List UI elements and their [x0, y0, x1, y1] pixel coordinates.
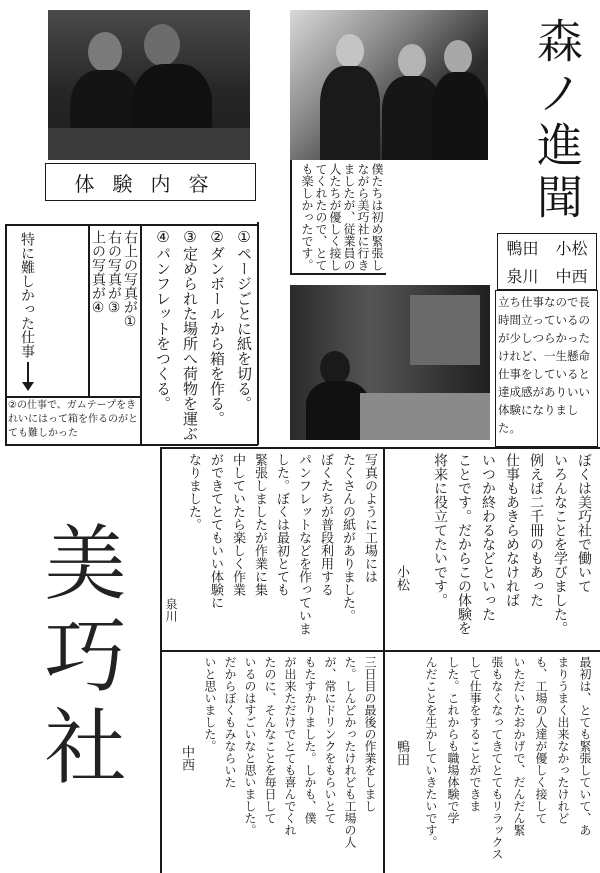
hardest-work-note	[8, 399, 138, 443]
article-column: だからぼくもみならいた	[223, 656, 237, 788]
article-column: たくさんの紙がありました。	[340, 453, 355, 622]
article-column: いろんなことを学びました。	[552, 453, 568, 635]
author-name: 鴨田	[506, 239, 539, 259]
hardest-work-label	[10, 232, 44, 360]
author-name: 小松	[555, 239, 588, 259]
person-silhouette	[336, 34, 364, 68]
divider-line	[160, 447, 600, 449]
article-column: たのに、そんなことを毎日して	[263, 656, 277, 824]
activity-item: ④パンフレットをつくる。	[154, 228, 172, 411]
article-column: した。ぼくは最初とても	[274, 453, 289, 596]
article-column: して仕事をすることができま	[468, 656, 482, 812]
article-column: 仕事もあきらめなければ	[504, 453, 520, 607]
article-column: も、工場の人達が優しく接して	[534, 656, 548, 824]
person-silhouette	[398, 44, 426, 78]
experience-heading-box	[45, 163, 256, 201]
author-signature: 中西	[179, 745, 194, 771]
article-izumikawa	[180, 453, 380, 647]
article-column: 中していたら楽しく作業	[230, 453, 245, 596]
divider-line	[290, 273, 386, 275]
article-column: ができてとてもいい体験に	[208, 453, 223, 609]
article-column: もたすかりました。しかも、僕	[303, 656, 317, 824]
article-column: 例えば二千冊のもあった	[528, 453, 544, 607]
article-column: パンフレットなどを作っていま	[296, 453, 311, 635]
photo-note: 右の写真が③	[106, 230, 122, 316]
article-column: いと思いました。	[203, 656, 217, 752]
work-table	[48, 128, 250, 160]
article-column: まりうまく出来なかったけれど	[556, 656, 570, 824]
divider-line	[383, 447, 385, 873]
article-column: 最初は、とても緊張していて、あ	[578, 656, 592, 836]
article-column: 張もなくなってきてとてもリラックス	[490, 656, 504, 860]
divider-line	[160, 650, 600, 652]
article-kamoda	[418, 656, 596, 868]
person-silhouette	[444, 40, 472, 74]
article-komatsu	[420, 453, 596, 647]
photo-factory-work-2	[290, 10, 488, 160]
newspaper-title-text: 森ノ進聞	[530, 17, 584, 225]
article-column: いつか終わるなどといった	[480, 453, 496, 621]
photo-notes	[90, 230, 138, 394]
author-signature: 小松	[394, 565, 409, 591]
activity-item: ②ダンボールから箱を作る。	[208, 228, 226, 426]
article-nakanishi	[198, 656, 380, 868]
company-name-text: 美巧社	[31, 520, 126, 796]
person-silhouette	[88, 32, 122, 72]
intro-text	[294, 163, 384, 271]
person-silhouette	[320, 66, 380, 160]
experience-heading: 体験内容	[74, 171, 227, 196]
photo-factory-work-1	[48, 10, 250, 160]
article-column: が、常にドリンクをもらいとて	[323, 656, 337, 824]
hardest-work-note-text: ②の仕事で、ガムテープをきれいにはって箱を作るのがとても難しかった	[8, 400, 138, 439]
article-column: んだことを生かしていきたいです。	[424, 656, 438, 848]
article-column: が出来ただけでとても喜んでくれ	[283, 656, 297, 836]
divider-line	[257, 222, 259, 445]
shelving	[410, 295, 480, 365]
article-column: ことです。だからこの体験を	[456, 453, 472, 635]
author-name: 中西	[555, 266, 588, 286]
activity-item: ①ページごとに紙を切る。	[235, 228, 253, 411]
article-column: 三日目の最後の作業をしまし	[363, 656, 377, 812]
work-table	[360, 393, 490, 440]
divider-line	[5, 444, 258, 446]
divider-line	[5, 396, 141, 398]
hardest-work-label-text: 特に難しかった仕事	[19, 232, 35, 358]
author-names-box	[497, 233, 597, 290]
person-silhouette	[320, 351, 350, 385]
divider-line	[160, 447, 162, 873]
intro-paragraph: 僕たちは初め緊張しながら美巧社に行きましたが、従業員の人たちが優しく接してくれたので、とても楽しかったです。	[300, 163, 384, 271]
divider-line	[290, 160, 292, 274]
article-author-signature	[392, 740, 410, 776]
author-name: 泉川	[506, 266, 539, 286]
photo-note: 右上の写真が①	[122, 230, 138, 330]
impression-box	[495, 290, 598, 447]
activity-list	[143, 228, 255, 442]
article-column: なりました。	[186, 453, 201, 531]
impression-text: 立ち仕事なので長時間立っているのが少しつらかったけれど、一生懸命仕事をしていると達成感がありいい体験になりました。	[498, 295, 590, 435]
article-author-signature	[163, 598, 179, 632]
person-silhouette	[432, 72, 488, 160]
article-column: 将来に役立てたいです。	[432, 453, 448, 607]
photo-factory-work-3	[290, 285, 490, 440]
person-silhouette	[144, 24, 180, 66]
article-column: た。しんどかったけれども工場の人	[343, 656, 357, 848]
newspaper-title	[520, 12, 590, 230]
divider-line	[5, 224, 258, 226]
article-column: 緊張しましたが作業に集	[252, 453, 267, 596]
activity-item: ③定められた場所へ荷物を運ぶ	[181, 228, 199, 441]
article-column: ぼくは美巧社で働いて	[576, 453, 592, 593]
article-column: した。これからも職場体験で学	[446, 656, 460, 824]
article-column: いただいたおかげで、だんだん緊	[512, 656, 526, 836]
article-author-signature	[177, 745, 195, 781]
down-arrow-icon	[21, 362, 35, 392]
author-signature: 鴨田	[394, 740, 409, 766]
article-column: いるのはすごいなと思いました。	[243, 656, 257, 836]
divider-line	[140, 224, 142, 445]
author-signature: 泉川	[164, 598, 178, 622]
article-author-signature	[392, 565, 410, 601]
company-name	[28, 520, 128, 820]
divider-line	[5, 224, 7, 445]
article-column: 写真のように工場には	[362, 453, 377, 583]
photo-note: 上の写真が④	[90, 230, 106, 316]
article-column: ぼくたちが普段利用する	[318, 453, 333, 596]
